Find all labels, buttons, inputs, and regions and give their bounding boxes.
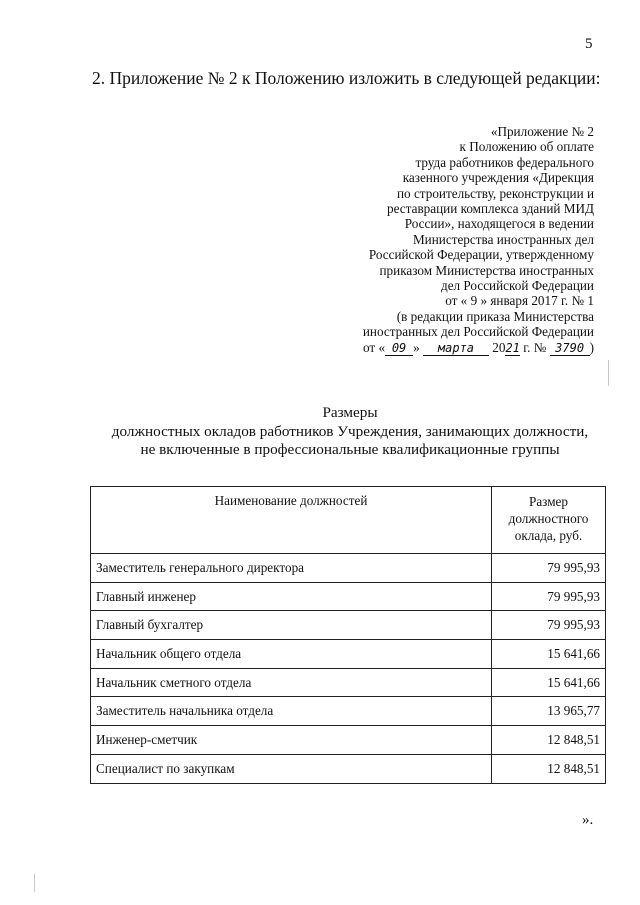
amendment-month: марта [423, 342, 489, 356]
header-salary-line: должностного [508, 511, 589, 526]
amendment-number-prefix: г. № [523, 339, 547, 355]
position-cell: Заместитель начальника отдела [91, 697, 492, 726]
table-row [91, 754, 606, 783]
table-row [91, 554, 606, 583]
closing-quote: ». [582, 812, 594, 828]
appendix-note-line: дел Российской Федерации [440, 278, 594, 294]
salary-cell: 12 848,51 [492, 754, 606, 783]
appendix-note-line: к Положению об оплате [459, 139, 594, 155]
appendix-note-line: казенного учреждения «Дирекция [402, 170, 594, 186]
amendment-year-prefix: 20 [492, 339, 506, 355]
section-heading: 2. Приложение № 2 к Положению изложить в следующей редакции: [92, 68, 601, 88]
table-row [91, 640, 606, 669]
header-position-name: Наименование должностей [91, 487, 492, 554]
position-cell: Заместитель генерального директора [91, 554, 492, 583]
salary-table [90, 486, 606, 784]
amendment-day: 09 [385, 342, 413, 356]
position-cell: Начальник сметного отдела [91, 668, 492, 697]
salary-cell: 15 641,66 [492, 668, 606, 697]
amendment-number: 3790 [550, 342, 590, 356]
position-cell: Главный инженер [91, 582, 492, 611]
table-row [91, 697, 606, 726]
appendix-note-line: Российской Федерации, утвержденному [368, 247, 594, 263]
header-salary [492, 487, 606, 554]
appendix-note-line: «Приложение № 2 [490, 124, 594, 139]
salary-cell: 13 965,77 [492, 697, 606, 726]
table-row [91, 611, 606, 640]
amendment-prefix: от « [362, 339, 386, 355]
appendix-note-line: приказом Министерства иностранных [379, 262, 594, 278]
appendix-note-line: по строительству, реконструкции и [397, 185, 594, 201]
table-row [91, 582, 606, 611]
table-header-row [91, 487, 606, 554]
position-cell: Специалист по закупкам [91, 754, 492, 783]
title-line: не включенные в профессиональные квалификационные группы [140, 441, 560, 458]
amendment-year: 21 [505, 340, 520, 355]
position-cell: Инженер-сметчик [91, 726, 492, 755]
header-salary-line: оклада, руб. [514, 528, 583, 543]
appendix-note-line: (в редакции приказа Министерства [396, 308, 594, 324]
scan-edge-mark [34, 874, 35, 892]
salary-cell: 12 848,51 [492, 726, 606, 755]
appendix-note-line: реставрации комплекса зданий МИД [387, 201, 594, 217]
position-cell: Главный бухгалтер [91, 611, 492, 640]
document-title [60, 404, 640, 460]
appendix-note-line: труда работников федерального [415, 154, 594, 170]
scan-edge-mark [608, 360, 609, 386]
title-line: должностных окладов работников Учреждения, занимающих должности, [111, 422, 589, 440]
appendix-note [330, 124, 594, 356]
table-row [91, 726, 606, 755]
table-row [91, 668, 606, 697]
salary-cell: 79 995,93 [492, 611, 606, 640]
appendix-note-line: России», находящегося в ведении [404, 216, 594, 232]
appendix-note-line: от « 9 » января 2017 г. № 1 [445, 293, 594, 309]
amendment-close: ) [589, 339, 594, 355]
page-number: 5 [585, 36, 593, 52]
header-salary-line: Размер [528, 494, 568, 509]
salary-cell: 79 995,93 [492, 582, 606, 611]
position-cell: Начальник общего отдела [91, 640, 492, 669]
amendment-day-close: » [413, 339, 420, 355]
title-line: Размеры [322, 404, 378, 421]
salary-cell: 79 995,93 [492, 554, 606, 583]
appendix-note-line: иностранных дел Российской Федерации [362, 324, 594, 340]
amendment-date-line [330, 340, 594, 356]
appendix-note-line: Министерства иностранных дел [412, 231, 594, 247]
salary-cell: 15 641,66 [492, 640, 606, 669]
